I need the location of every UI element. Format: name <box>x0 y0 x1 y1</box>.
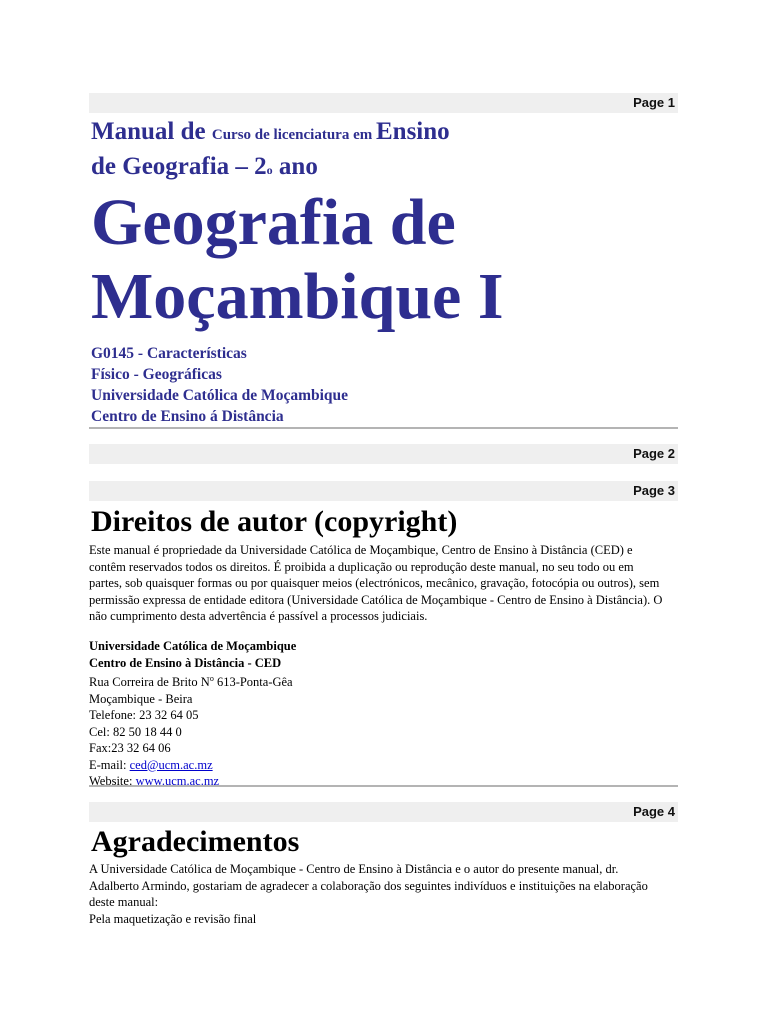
acknowledgements-line: Pela maquetização e revisão final <box>89 911 257 926</box>
fax: Fax:23 32 64 06 <box>89 741 171 756</box>
manual-subtitle: Manual de Curso de licenciatura em Ensino de Geografia – 2o ano <box>91 118 450 180</box>
document-title-line-2: Moçambique I <box>91 260 504 333</box>
document-title <box>91 186 671 334</box>
page-divider <box>89 785 678 787</box>
org-unit: Centro de Ensino à Distância - CED <box>89 655 282 670</box>
address-line-2: Moçambique - Beira <box>89 691 193 706</box>
document-title-line-1: Geografia de <box>91 186 456 259</box>
acknowledgements-heading: Agradecimentos <box>91 825 300 858</box>
course-info <box>91 343 591 427</box>
page-label-1: Page 1 <box>89 93 678 113</box>
course-topic: Físico - Geográficas <box>91 366 222 383</box>
cell-phone: Cel: 82 50 18 44 0 <box>89 724 182 739</box>
center-name: Centro de Ensino á Distância <box>91 408 284 425</box>
org-name: Universidade Católica de Moçambique <box>89 639 297 653</box>
acknowledgements-paragraph: A Universidade Católica de Moçambique - Centro de Ensino à Distância e o autor do presente manual, dr. Adalberto Armindo, gostariam de agradecer a colaboração dos seguintes indivíduos e instituições na elaboração deste manual: Pela maquetização e revisão final <box>89 861 669 927</box>
website-row: Website: www.ucm.ac.mz <box>89 774 220 789</box>
contact-block <box>89 638 489 790</box>
website-link[interactable]: www.ucm.ac.mz <box>135 774 220 789</box>
course-code: G0145 - Características <box>91 345 247 362</box>
email-link[interactable]: ced@ucm.ac.mz <box>129 757 213 772</box>
address-line-1: Rua Correira de Brito $N^o$ 613-Ponta-Gêa <box>89 674 293 690</box>
copyright-paragraph: Este manual é propriedade da Universidade Católica de Moçambique, Centro de Ensino à Distância (CED) e contêm reservados todos os direitos. É proibida a duplicação ou reprodução deste manual, no seu todo ou em partes, sob quaisquer formas ou por quaisquer meios (electrónicos, mecânico, gravação, fotocópia ou outros), sem permissão expressa de entidade editora (Universidade Católica de Moçambique - Centro de Ensino à Distância). O não cumprimento desta advertência é passível a processos judiciais. <box>89 543 663 623</box>
phone: Telefone: 23 32 64 05 <box>89 708 199 723</box>
page-label-3: Page 3 <box>89 481 678 501</box>
copyright-heading: Direitos de autor (copyright) <box>91 505 458 538</box>
page-divider <box>89 427 678 429</box>
university-name: Universidade Católica de Moçambique <box>91 387 349 404</box>
email-row: E-mail: ced@ucm.ac.mz <box>89 757 213 772</box>
page-label-2: Page 2 <box>89 444 678 464</box>
page-label-4: Page 4 <box>89 802 678 822</box>
